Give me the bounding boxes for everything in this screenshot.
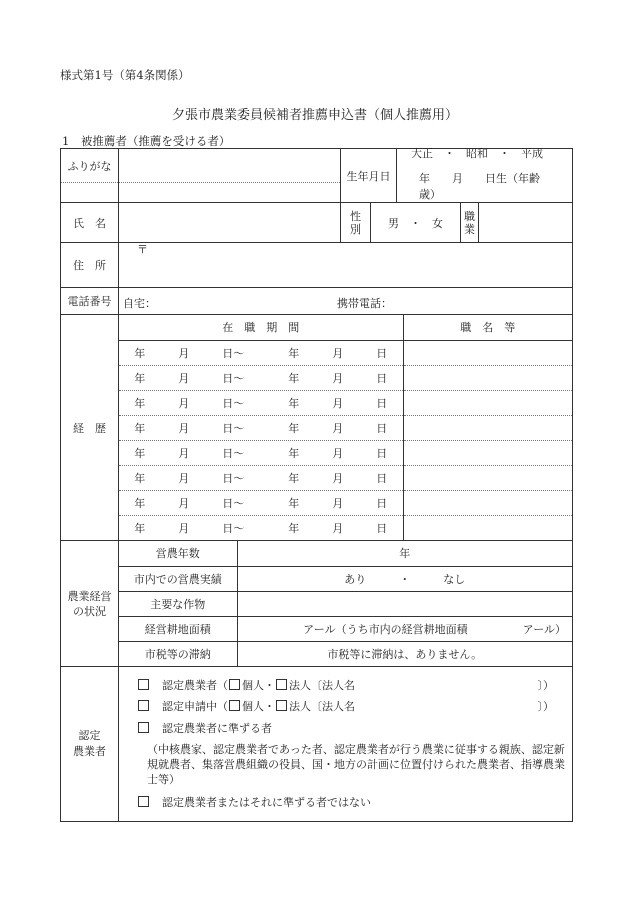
- certified-farmer-label: [61, 667, 119, 822]
- career-position-row[interactable]: [403, 340, 572, 365]
- career-period-row[interactable]: 年 月 日～ 年 月 日: [119, 490, 403, 515]
- cert-option-certified[interactable]: [137, 677, 555, 693]
- career-period-row[interactable]: 年 月 日～ 年 月 日: [119, 440, 403, 465]
- furigana-field-lower: [119, 183, 341, 203]
- career-position-row[interactable]: [403, 365, 572, 390]
- farmland-area-label: 経営耕地面積: [119, 616, 237, 641]
- furigana-label: ふりがな: [61, 149, 119, 183]
- name-field[interactable]: [119, 203, 341, 243]
- cert-option-equivalent-label: 認定農業者に準ずる者: [162, 722, 272, 735]
- farm-status-label-line2: の状況: [73, 604, 106, 618]
- cert-option-none-label: 認定農業者またはそれに準ずる者ではない: [162, 796, 371, 809]
- career-position-row[interactable]: [403, 515, 572, 540]
- document-title: 夕張市農業委員候補者推薦申込書（個人推薦用）: [171, 108, 458, 123]
- farm-years-field[interactable]: 年: [237, 541, 572, 566]
- checkbox-icon[interactable]: [229, 700, 240, 711]
- home-phone-label: 自宅：: [123, 297, 156, 310]
- career-position-row[interactable]: [403, 415, 572, 440]
- birth-date-label: 生年月日: [341, 149, 397, 203]
- sex-options[interactable]: 男 ・ 女: [371, 203, 461, 243]
- career-position-row[interactable]: [403, 465, 572, 490]
- career-period-row[interactable]: 年 月 日～ 年 月 日: [119, 415, 403, 440]
- main-crops-label: 主要な作物: [119, 591, 237, 616]
- farm-status-label: [61, 541, 119, 667]
- cert-option-applying[interactable]: [137, 698, 555, 714]
- career-period-row[interactable]: 年 月 日～ 年 月 日: [119, 515, 403, 540]
- nominee-form-table: [60, 148, 573, 822]
- farmland-area-field[interactable]: アール（うち市内の経営耕地面積 アール）: [237, 616, 572, 641]
- career-period-row[interactable]: 年 月 日～ 年 月 日: [119, 340, 403, 365]
- farm-years-label: 営農年数: [119, 541, 237, 566]
- birth-date-format: 年 月 日生（年齢 歳）: [419, 172, 562, 201]
- local-farming-record-label: 市内での営農実績: [119, 566, 237, 591]
- career-position-row[interactable]: [403, 490, 572, 515]
- tax-arrears-label: 市税等の滞納: [119, 641, 237, 666]
- career-period-row[interactable]: 年 月 日～ 年 月 日: [119, 390, 403, 415]
- career-position-header: 職 名 等: [403, 315, 572, 340]
- checkbox-icon[interactable]: [138, 700, 149, 711]
- occupation-label-char1: 職: [464, 209, 475, 223]
- checkbox-icon[interactable]: [138, 796, 149, 807]
- address-label: 住 所: [61, 243, 119, 288]
- farm-status-section: [119, 541, 573, 667]
- phone-label: 電話番号: [61, 288, 119, 315]
- occupation-label-char2: 業: [464, 222, 475, 236]
- furigana-field[interactable]: [119, 149, 341, 183]
- career-table: [119, 315, 572, 540]
- cert-applying-individual-label: 個人・: [242, 700, 275, 713]
- cert-option-applying-close: 〕）: [537, 700, 555, 713]
- cert-option-certified-close: 〕）: [537, 679, 555, 692]
- era-options[interactable]: 大正 ・ 昭和 ・ 平成: [411, 147, 543, 160]
- checkbox-icon[interactable]: [138, 722, 149, 733]
- career-period-header: 在 職 期 間: [119, 315, 403, 340]
- certified-farmer-section: [119, 667, 573, 822]
- farm-status-label-line1: 農業経営: [67, 589, 112, 603]
- name-label: 氏 名: [61, 203, 119, 243]
- checkbox-icon[interactable]: [276, 700, 287, 711]
- postal-mark: 〒: [137, 243, 148, 256]
- career-period-row[interactable]: 年 月 日～ 年 月 日: [119, 465, 403, 490]
- cert-individual-label: 個人・: [242, 679, 275, 692]
- checkbox-icon[interactable]: [229, 679, 240, 690]
- certified-farmer-label-line1: 認定: [78, 729, 101, 742]
- local-farming-record-options[interactable]: あり ・ なし: [237, 566, 572, 591]
- career-position-row[interactable]: [403, 390, 572, 415]
- tax-arrears-statement: 市税等に滞納は、ありません。: [327, 647, 483, 661]
- cert-option-equivalent[interactable]: [137, 720, 272, 736]
- cert-option-none[interactable]: [137, 794, 371, 810]
- main-crops-field[interactable]: [237, 591, 572, 616]
- occupation-label: [461, 203, 479, 243]
- cert-option-certified-label: 認定農業者（: [162, 679, 228, 692]
- cert-corporation-label: 法人〔法人名: [289, 679, 355, 692]
- form-number: 様式第1号（第4条関係）: [60, 68, 190, 82]
- career-label: 経 歴: [61, 315, 119, 541]
- certified-farmer-label-line2: 農業者: [73, 745, 106, 758]
- section-heading: 1 被推薦者（推薦を受ける者）: [62, 134, 231, 148]
- occupation-field[interactable]: [479, 203, 573, 243]
- cert-option-applying-label: 認定申請中（: [162, 700, 228, 713]
- sex-label-char2: 別: [350, 222, 361, 236]
- cert-equivalent-note: （中核農家、認定農業者であった者、認定農業者が行う農業に従事する親族、認定新規就農者、集落営農組織の役員、国・地方の計画に位置付けられた農業者、指導農業士等）: [147, 743, 565, 786]
- mobile-phone-label: 携帯電話：: [337, 297, 392, 310]
- cert-applying-corporation-label: 法人〔法人名: [289, 700, 355, 713]
- checkbox-icon[interactable]: [276, 679, 287, 690]
- birth-date-field[interactable]: [397, 149, 573, 203]
- career-position-row[interactable]: [403, 440, 572, 465]
- address-field[interactable]: [119, 243, 573, 288]
- sex-label-char1: 性: [350, 209, 361, 223]
- sex-label: [341, 203, 371, 243]
- checkbox-icon[interactable]: [138, 679, 149, 690]
- phone-field[interactable]: [119, 288, 573, 315]
- farm-status-table: [119, 541, 572, 666]
- career-period-row[interactable]: 年 月 日～ 年 月 日: [119, 365, 403, 390]
- career-section: [119, 315, 573, 541]
